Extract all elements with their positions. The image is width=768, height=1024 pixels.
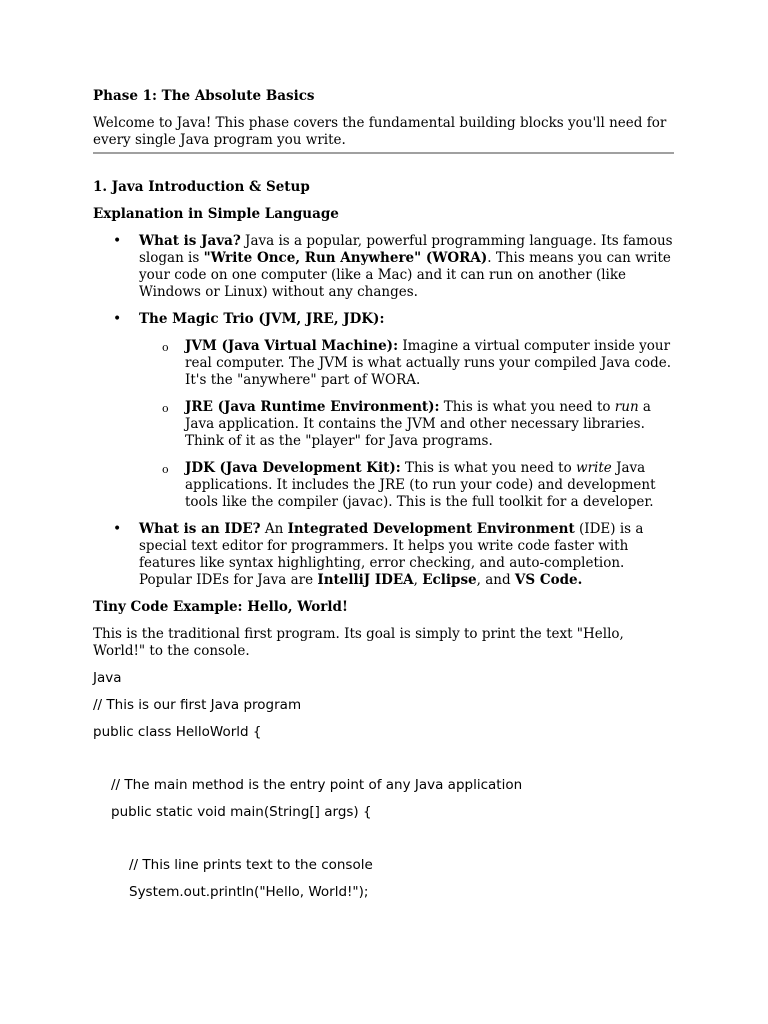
item-label: JDK (Java Development Kit): xyxy=(185,460,401,476)
item-label: The Magic Trio (JVM, JRE, JDK): xyxy=(139,311,385,327)
code-language-label: Java xyxy=(93,670,122,686)
code-line: // This line prints text to the console xyxy=(129,857,373,873)
item-text: Java applications. It includes the JRE (to run your code) and development tools like the compiler (javac). This is the full toolkit for a developer. xyxy=(185,460,656,510)
item-label: What is an IDE? xyxy=(139,521,261,537)
phase-title: Phase 1: The Absolute Basics xyxy=(93,88,315,104)
ide-term: Integrated Development Environment xyxy=(287,521,575,537)
explanation-list xyxy=(93,233,674,589)
list-item-ide xyxy=(93,521,674,589)
code-line: public class HelloWorld { xyxy=(93,724,262,740)
code-line: // This is our first Java program xyxy=(93,697,302,713)
item-text: a Java application. It contains the JVM and other necessary libraries. Think of it as the "player" for Java programs. xyxy=(185,399,651,449)
slogan: "Write Once, Run Anywhere" (WORA) xyxy=(203,250,488,266)
item-text: This is what you need to xyxy=(400,460,577,476)
code-line: public static void main(String[] args) { xyxy=(111,804,372,820)
separator: , and xyxy=(476,572,515,588)
emphasis: run xyxy=(614,399,639,415)
section-subheading: Explanation in Simple Language xyxy=(93,206,339,222)
emphasis: write xyxy=(576,460,612,476)
code-line: // The main method is the entry point of any Java application xyxy=(111,777,523,793)
magic-trio-sublist xyxy=(139,338,674,511)
code-blank-line xyxy=(93,751,674,777)
sublist-item-jvm xyxy=(139,338,674,389)
ide-name: Eclipse xyxy=(422,572,477,588)
section-heading: 1. Java Introduction & Setup xyxy=(93,179,310,195)
circle-bullet-icon: o xyxy=(162,341,169,354)
list-item-magic-trio xyxy=(93,311,674,511)
intro-paragraph: Welcome to Java! This phase covers the fundamental building blocks you'll need for every single Java program you write. xyxy=(93,115,667,148)
list-item-what-is-java xyxy=(93,233,674,301)
sublist-item-jre xyxy=(139,399,674,450)
sentence-end: . xyxy=(577,572,583,588)
separator: , xyxy=(413,572,423,588)
item-label: JRE (Java Runtime Environment): xyxy=(185,399,440,415)
code-line: System.out.println("Hello, World!"); xyxy=(129,884,369,900)
circle-bullet-icon: o xyxy=(162,463,169,476)
sublist-item-jdk xyxy=(139,460,674,511)
circle-bullet-icon: o xyxy=(162,402,169,415)
ide-name: IntelliJ IDEA xyxy=(317,572,414,588)
example-text: This is the traditional first program. Its goal is simply to print the text "Hello, World!" to the console. xyxy=(93,626,624,659)
ide-name: VS Code xyxy=(514,572,578,588)
item-text: Java is a popular, powerful programming language. Its famous slogan is xyxy=(139,233,673,266)
bullet-icon: • xyxy=(113,311,122,327)
example-heading: Tiny Code Example: Hello, World! xyxy=(93,599,348,615)
item-text: (IDE) is a special text editor for programmers. It helps you write code faster with features like syntax highlighting, error checking, and auto-completion. Popular IDEs for Java are xyxy=(139,521,644,588)
item-label: What is Java? xyxy=(139,233,241,249)
item-label: JVM (Java Virtual Machine): xyxy=(185,338,399,354)
bullet-icon: • xyxy=(113,521,122,537)
bullet-icon: • xyxy=(113,233,122,249)
item-text: This is what you need to xyxy=(439,399,615,415)
item-text: . This means you can write your code on one computer (like a Mac) and it can run on another (like Windows or Linux) without any changes. xyxy=(139,250,671,300)
item-text: An xyxy=(260,521,288,537)
code-blank-line xyxy=(93,831,674,857)
item-text: Imagine a virtual computer inside your real computer. The JVM is what actually runs your compiled Java code. It's the "anywhere" part of WORA. xyxy=(185,338,672,388)
